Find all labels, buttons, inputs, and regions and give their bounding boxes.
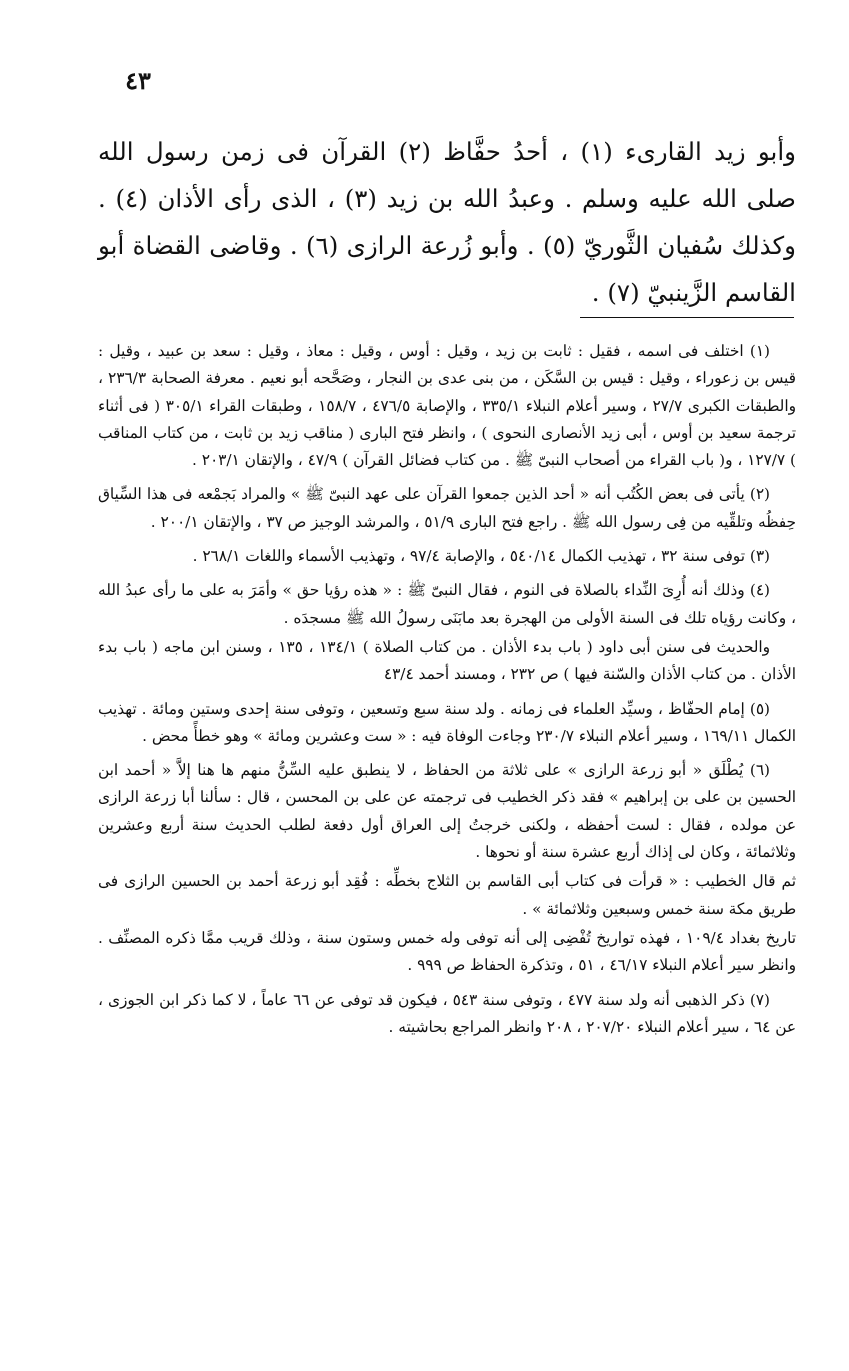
main-text-paragraph: وأبو زيد القارىء (١) ، أحدُ حفَّاظ (٢) القرآن فى زمن رسول الله صلى الله عليه وسلم . وعبدُ الله بن زيد (٣) ، الذى رأى الأذان (٤) . وكذلك سُفيان الثَّوريّ (٥) . وأبو زُرعة الرازى (٦) . وقاضى القضاة أبو القاسم الزَّينبيّ (٧) . — [98, 137, 796, 307]
footnote-1-paragraph-1: (١) اختلف فى اسمه ، فقيل : ثابت بن زيد ، وقيل : أوس ، وقيل : معاذ ، وقيل : سعد بن عبيد ، وقيل : قيس بن زعوراء ، وقيل : قيس بن السَّكَن ، من بنى عدى بن النجار ، وصَحَّحه أبو نعيم . معرفة الصحابة ٢٣٦/٣ ، والطبقات الكبرى ٢٧/٧ ، وسير أعلام النبلاء ٣٣٥/١ ، والإصابة ٤٧٦/٥ ، ١٥٨/٧ ، وطبقات القراء ٣٠٥/١ ( فى أثناء ترجمة سعيد بن أوس ، أبى زيد الأنصارى النحوى ) ، وانظر فتح البارى ( مناقب زيد بن ثابت ، من كتاب المناقب ) ١٢٧/٧ ، و( باب القراء من أصحاب النبىّ ﷺ . من كتاب فضائل القرآن ) ٤٧/٩ ، والإتقان ٢٠٣/١ . — [98, 342, 796, 470]
footnote-5 — [98, 696, 796, 751]
footnote-7 — [98, 987, 796, 1042]
footnote-6-paragraph-2: ثم قال الخطيب : « قرأت فى كتاب أبى القاسم بن الثلاج بخطِّه : فُقِد أبو زرعة أحمد بن الحسين الرازى فى طريق مكة سنة خمس وسبعين وثلاثمائة » . — [98, 872, 796, 918]
footnote-6 — [98, 757, 796, 979]
page-number: ٤٣ — [125, 66, 151, 95]
footnote-4-paragraph-1: (٤) وذلك أنه أُرِىَ النِّداء بالصلاة فى النوم ، فقال النبىّ ﷺ : « هذه رؤيا حق » وأمَرَ به على ما رأى عبدُ الله ، وكانت رؤياه تلك فى السنة الأولى من الهجرة بعد مابَنَى رسولُ الله ﷺ مسجدَه . — [98, 581, 796, 627]
footnote-2-paragraph-1: (٢) يأتى فى بعض الكُتُب أنه « أحد الذين جمعوا القرآن على عهد النبىّ ﷺ » والمراد بَجمْعه فى هذا السِّياق حِفظُه وتلقِّيه من فِى رسول الله ﷺ . راجع فتح البارى ٥١/٩ ، والمرشد الوجيز ص ٣٧ ، والإتقان ٢٠٠/١ . — [98, 485, 796, 531]
footnotes-section — [98, 338, 796, 1048]
footnote-3-paragraph-1: (٣) توفى سنة ٣٢ ، تهذيب الكمال ٥٤٠/١٤ ، والإصابة ٩٧/٤ ، وتهذيب الأسماء واللغات ٢٦٨/١ . — [192, 547, 770, 566]
footnote-4 — [98, 577, 796, 688]
footnote-5-paragraph-1: (٥) إمام الحفّاظ ، وسيِّد العلماء فى زمانه . ولد سنة سبع وتسعين ، وتوفى سنة إحدى وستين ومائة . تهذيب الكمال ١٦٩/١١ ، وسير أعلام النبلاء ٢٣٠/٧ وجاءت الوفاة فيه : « ست وعشرين ومائة » وهو خطأً محض . — [98, 699, 796, 745]
footnote-4-paragraph-2: والحديث فى سنن أبى داود ( باب بدء الأذان . من كتاب الصلاة ) ١٣٤/١ ، ١٣٥ ، وسنن ابن ماجه ( باب بدء الأذان . من كتاب الأذان والسّنة فيها ) ص ٢٣٢ ، ومسند أحمد ٤٣/٤ — [98, 637, 796, 684]
footnote-1 — [98, 338, 796, 474]
footnote-6-paragraph-1: (٦) يُطْلَق « أبو زرعة الرازى » على ثلاثة من الحفاظ ، لا ينطبق عليه السِّنُّ منهم ها هنا إلاَّ « أحمد ابن الحسين بن على بن إبراهيم » فقد ذكر الخطيب فى ترجمته عن على بن المحسن ، قال : سألنا أبا زرعة الرازى عن مولده ، فقال : لست أحفظه ، ولكنى خرجتُ إلى العراق أول دفعة لطلب الحديث سنة أربع وعشرين وثلاثمائة ، وكان لى إذاك أربع عشرة سنة أو نحوها . — [98, 761, 796, 862]
footnote-6-paragraph-3: تاريخ بغداد ١٠٩/٤ ، فهذه تواريخ تُفْضِى إلى أنه توفى وله خمس وستون سنة ، وذلك قريب ممَّا ذكره المصنِّف . وانظر سير أعلام النبلاء ٤٦/١٧ ، ٥١ ، وتذكرة الحفاظ ص ٩٩٩ . — [98, 928, 797, 975]
footnote-2 — [98, 481, 796, 536]
footnote-separator — [580, 317, 794, 318]
footnote-7-paragraph-1: (٧) ذكر الذهبى أنه ولد سنة ٤٧٧ ، وتوفى سنة ٥٤٣ ، فيكون قد توفى عن ٦٦ عاماً ، لا كما ذكر ابن الجوزى ، عن ٦٤ ، سير أعلام النبلاء ٢٠٧/٢٠ ، ٢٠٨ وانظر المراجع بحاشيته . — [98, 990, 796, 1036]
footnote-3 — [98, 543, 796, 570]
